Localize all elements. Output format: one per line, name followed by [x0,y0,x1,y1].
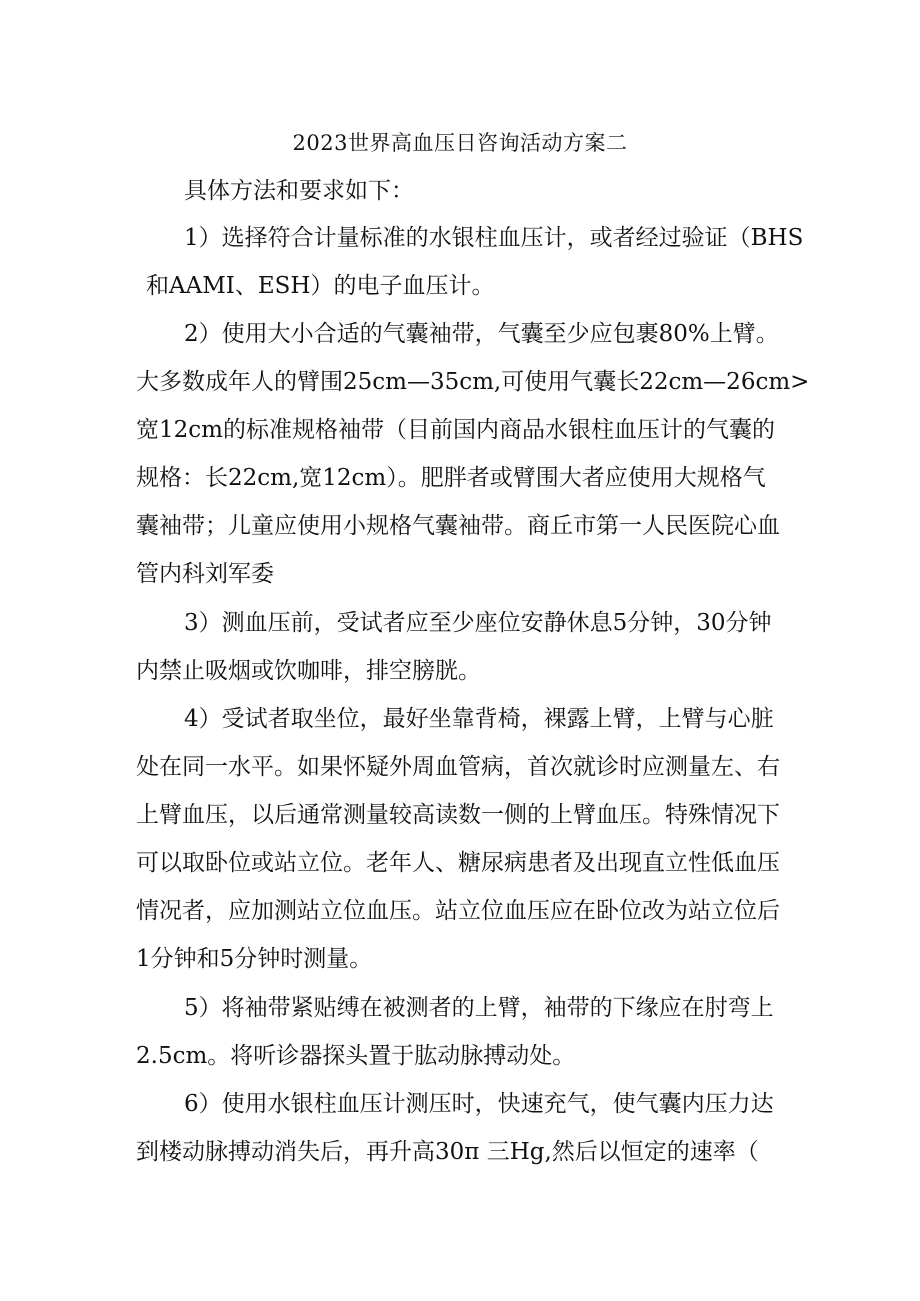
item6-line1: 6）使用水银柱血压计测压时，快速充气，使气囊内压力达 [184,1091,774,1117]
item1-line1: 1）选择符合计量标准的水银柱血压计，或者经过验证（BHS [184,225,804,251]
item4-line2: 处在同一水平。如果怀疑外周血管病，首次就诊时应测量左、右 [136,754,780,780]
item4-line4: 可以取卧位或站立位。老年人、糖尿病患者及出现直立性低血压 [136,850,780,876]
document-title: 2023世界高血压日咨询活动方案二 [292,131,628,155]
item4-line1: 4）受试者取坐位，最好坐靠背椅，裸露上臂，上臂与心脏 [184,706,774,732]
item3-line2: 内禁止吸烟或饮咖啡，排空膀胱。 [136,658,481,684]
item2-line4: 规格：长22cm,宽12cm）。肥胖者或臂围大者应使用大规格气 [136,465,766,491]
intro-line: 具体方法和要求如下： [184,178,414,204]
item2-line5: 囊袖带；儿童应使用小规格气囊袖带。商丘市第一人民医院心血 [136,513,780,539]
item2-line2: 大多数成年人的臂围25cm—35cm,可使用气囊长22cm—26cm> [136,369,810,395]
item2-line1: 2）使用大小合适的气囊袖带，气囊至少应包裹80%上臂。 [184,321,779,347]
item1-line2: 和AAMI、ESH）的电子血压计。 [146,273,495,299]
item2-line6: 管内科刘军委 [136,561,274,587]
item4-line5: 情况者，应加测站立位血压。站立位血压应在卧位改为站立位后 [136,898,780,924]
item4-line6: 1分钟和5分钟时测量。 [136,946,373,972]
item5-line2: 2.5cm。将听诊器探头置于肱动脉搏动处。 [136,1043,576,1069]
item4-line3: 上臂血压，以后通常测量较高读数一侧的上臂血压。特殊情况下 [136,802,780,828]
item2-line3: 宽12cm的标准规格袖带（目前国内商品水银柱血压计的气囊的 [136,417,775,443]
item3-line1: 3）测血压前，受试者应至少座位安静休息5分钟，30分钟 [184,610,772,636]
item5-line1: 5）将袖带紧贴缚在被测者的上臂，袖带的下缘应在肘弯上 [184,995,774,1021]
item6-line2: 到楼动脉搏动消失后，再升高30π 三Hg,然后以恒定的速率（ [136,1139,759,1165]
